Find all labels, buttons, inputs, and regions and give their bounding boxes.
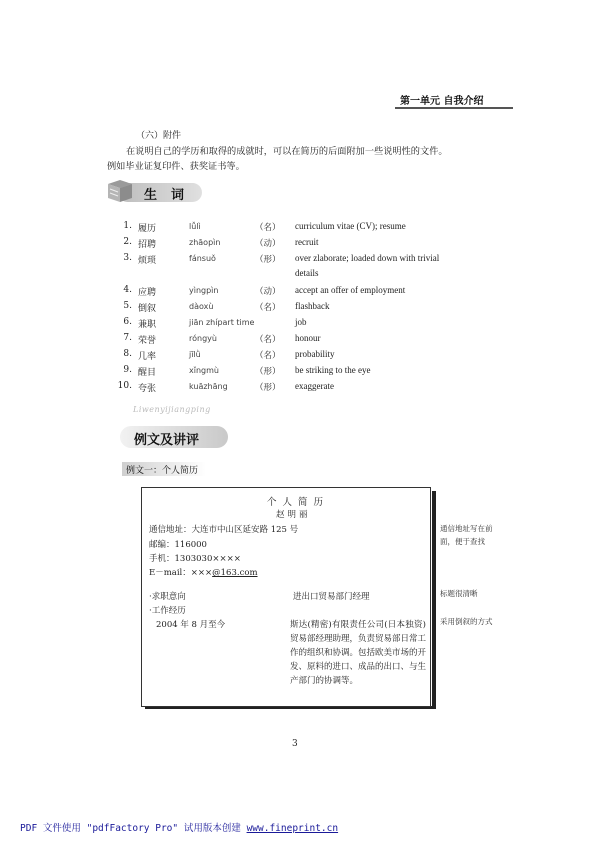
vocab-definition: honour: [295, 333, 321, 343]
box-shadow-right: [432, 491, 436, 709]
margin-note: 通信地址写在前面，便于查找: [440, 524, 493, 546]
vocab-word: 烦琐: [138, 256, 157, 266]
example-script-deco: Liwenyijiangping: [133, 405, 211, 414]
paragraph-line: 在说明自己的学历和取得的成就时，可以在简历的后面附加一些说明性的文件。: [126, 146, 448, 157]
vocab-number: 3.: [123, 253, 132, 263]
vocab-definition: job: [295, 317, 307, 327]
vocab-number: 7.: [123, 333, 132, 343]
vocab-pinyin: yìngpìn: [189, 286, 219, 295]
vocab-definition: over zlaborate; loaded down with trivial: [295, 253, 440, 263]
vocab-definition: recruit: [295, 237, 319, 247]
footer-link[interactable]: www.fineprint.cn: [246, 823, 339, 834]
vocab-pos: （名）: [255, 351, 281, 361]
vocab-definition: accept an offer of employment: [295, 285, 406, 295]
vocab-definition: be striking to the eye: [295, 365, 371, 375]
vocab-pos: （形）: [255, 383, 281, 393]
vocab-pinyin: lǚlì: [189, 222, 201, 231]
vocab-pos: （名）: [255, 335, 281, 345]
vocab-number: 1.: [123, 221, 132, 231]
vocab-pinyin: fánsuǒ: [189, 254, 216, 263]
experience-description: 斯达(精密)有限责任公司(日本独资)贸易部经理助理，负责贸易部日常工作的组织和协调。包括欧美市场的开发、原料的进口、成品的出口、与生产部门的协调等。: [290, 620, 427, 686]
section-heading: （六）附件: [136, 131, 182, 141]
vocab-word: 兼职: [138, 320, 157, 330]
vocab-word: 几率: [138, 352, 157, 362]
header-divider: [395, 107, 513, 109]
vocab-pinyin: kuāzhāng: [189, 382, 228, 391]
vocab-number: 6.: [123, 317, 132, 327]
book-deco-icon: [104, 180, 138, 204]
footer-text: PDF 文件使用 "pdfFactory Pro" 试用版本创建: [20, 823, 247, 834]
sample-label-box: [122, 462, 206, 476]
vocab-pos: （形）: [255, 255, 281, 265]
objective-value: 进出口贸易部门经理: [293, 592, 370, 602]
paragraph-line: 例如毕业证复印件、获奖证书等。: [107, 161, 245, 172]
vocab-definition: curriculum vitae (CV); resume: [295, 221, 406, 231]
resume-zip: 邮编：116000: [149, 540, 207, 550]
vocab-definition: exaggerate: [295, 381, 334, 391]
vocab-pos: （形）: [255, 367, 281, 377]
vocab-number: 5.: [123, 301, 132, 311]
vocab-pinyin: jiān zhípart time: [189, 318, 255, 327]
resume-title: 个人简历: [267, 497, 330, 508]
vocab-definition-continued: details: [295, 268, 319, 278]
vocab-pinyin: zhāopìn: [189, 238, 221, 247]
resume-box: [141, 487, 431, 707]
page-number: 3: [292, 739, 298, 749]
margin-note: 采用倒叙的方式: [440, 617, 493, 626]
vocab-word: 履历: [138, 224, 157, 234]
vocab-word: 醒目: [138, 368, 157, 378]
email-link[interactable]: @163.com: [212, 568, 258, 578]
vocab-pos: （名）: [255, 223, 281, 233]
objective-label: ·求职意向: [149, 592, 186, 602]
resume-name: 赵明丽: [276, 510, 311, 520]
vocab-pos: （动）: [255, 239, 281, 249]
vocab-pos: （动）: [255, 287, 281, 297]
example-title: 例文及讲评: [134, 433, 200, 448]
vocab-pinyin: jīlǜ: [189, 350, 201, 359]
vocab-word: 招聘: [138, 240, 157, 250]
experience-date: 2004 年 8 月至今: [156, 620, 226, 630]
vocab-number: 2.: [123, 237, 132, 247]
vocab-title: 生词: [144, 188, 199, 203]
vocab-word: 倒叙: [138, 304, 157, 314]
vocab-word: 荣誉: [138, 336, 157, 346]
vocab-number: 8.: [123, 349, 132, 359]
vocab-pos: （名）: [255, 303, 281, 313]
vocab-pinyin: róngyù: [189, 334, 217, 343]
example-banner: [120, 424, 230, 450]
vocab-word: 应聘: [138, 288, 157, 298]
resume-phone: 手机：1303030××××: [149, 554, 241, 564]
vocab-pinyin: dàoxù: [189, 302, 214, 311]
experience-label: ·工作经历: [149, 606, 186, 616]
vocab-number: 4.: [123, 285, 132, 295]
vocab-banner: [104, 180, 200, 204]
resume-email: [149, 566, 258, 578]
pdf-footer: [20, 820, 338, 834]
sample-label: 例文一：个人简历: [126, 466, 199, 476]
vocab-pinyin: xǐngmù: [189, 366, 219, 375]
vocab-definition: probability: [295, 349, 335, 359]
vocab-number: 10.: [117, 381, 132, 391]
vocab-definition: flashback: [295, 301, 330, 311]
vocab-word: 夸张: [138, 384, 157, 394]
email-prefix: E－mail：×××: [149, 568, 213, 578]
page-header-title: 第一单元 自我介绍: [400, 96, 484, 107]
margin-note: 标题很清晰: [440, 589, 478, 598]
resume-address: 通信地址：大连市中山区延安路 125 号: [149, 525, 299, 535]
vocab-number: 9.: [123, 365, 132, 375]
